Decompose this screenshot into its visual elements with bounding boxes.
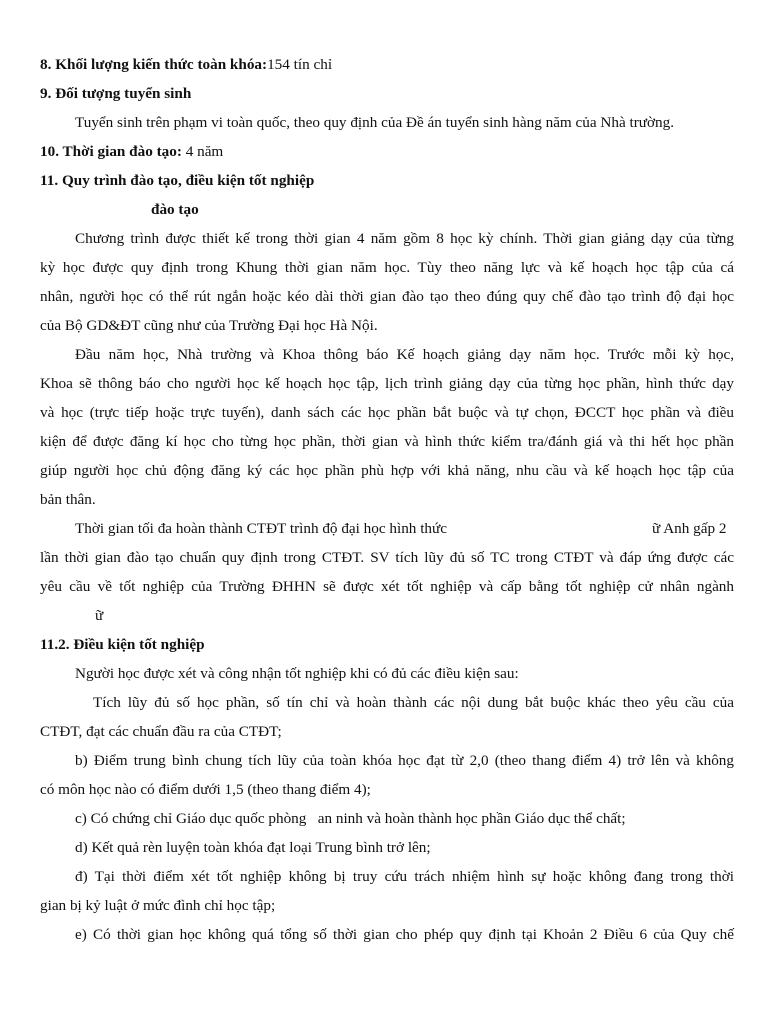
paragraph-text: lần thời gian đào tạo chuẩn quy định trong CTĐT. SV tích lũy đủ số TC trong CTĐT và đáp ứng được các [40,549,734,566]
paragraph-line [40,398,734,427]
list-item-dd-continued [40,891,734,920]
list-item-text: c) Có chứng chỉ Giáo dục quốc phòng an ninh và hoàn thành học phần Giáo dục thể chất; [75,810,626,827]
paragraph-text: của Bộ GD&ĐT cũng như của Trường Đại học Hà Nội. [40,317,378,334]
list-item-a [93,688,734,717]
list-item-text: Tích lũy đủ số học phần, số tín chỉ và hoàn thành các nội dung bắt buộc khác theo yêu cầu của [93,694,734,711]
paragraph-line [40,572,734,601]
list-item-text: d) Kết quả rèn luyện toàn khóa đạt loại Trung bình trở lên; [75,839,431,856]
paragraph-text: Chương trình được thiết kế trong thời gian 4 năm gồm 8 học kỳ chính. Thời gian giảng dạy của từng [75,230,734,247]
list-item-text: gian bị kỷ luật ở mức đình chỉ học tập; [40,897,276,914]
section-11-2-label: 11.2. Điều kiện tốt nghiệp [40,636,205,653]
paragraph-text: Đầu năm học, Nhà trường và Khoa thông báo Kế hoạch giảng dạy năm học. Trước mỗi kỳ học, [75,346,734,363]
list-item-dd [75,862,734,891]
section-11-heading [0,166,768,195]
paragraph-text: kiện để được đăng kí học cho từng học phần, thời gian và hình thức kiểm tra/đánh giá và thi hết học phần [40,433,734,450]
section-11-subheading [0,195,768,224]
paragraph-line [40,543,734,572]
paragraph-text: kỳ học được quy định trong Khung thời gian năm học. Tùy theo năng lực và kế hoạch học tập của cá [40,259,734,276]
section-11-label: 11. Quy trình đào tạo, điều kiện tốt nghiệp [40,172,315,189]
paragraph-line [40,311,734,340]
paragraph-text: Tuyển sinh trên phạm vi toàn quốc, theo quy định của Đề án tuyển sinh hàng năm của Nhà trường. [75,114,675,131]
list-item-text: có môn học nào có điểm dưới 1,5 (theo thang điểm 4); [40,781,371,798]
paragraph-line [40,485,734,514]
list-item-d [75,833,734,862]
list-item-text: e) Có thời gian học không quá tổng số thời gian cho phép quy định tại Khoản 2 Điều 6 của Quy chế [75,926,734,943]
list-item-b-continued [40,775,734,804]
list-item-a-continued [40,717,734,746]
paragraph-text: ữ [95,607,104,624]
paragraph-line [40,456,734,485]
section-8-heading [0,50,768,79]
section-10-value: 4 năm [181,143,224,160]
list-item-text: b) Điểm trung bình chung tích lũy của toàn khóa học đạt từ 2,0 (theo thang điểm 4) trở lên và không [75,752,734,769]
section-9-heading [0,79,768,108]
section-8-label: 8. Khối lượng kiến thức toàn khóa: [40,56,268,73]
paragraph-text-right: ữ Anh gấp 2 [652,520,727,537]
section-11-sublabel: đào tạo [151,201,199,218]
paragraph-text: nhân, người học có thể rút ngắn hoặc kéo dài thời gian đào tạo theo đúng quy chế đào tạo trình độ đại học [40,288,734,305]
list-item-c [75,804,734,833]
list-item-e [75,920,734,949]
paragraph-line [40,282,734,311]
section-9-label: 9. Đối tượng tuyển sinh [40,85,192,102]
paragraph-line [75,340,734,369]
paragraph-line [0,601,768,630]
paragraph-text: Thời gian tối đa hoàn thành CTĐT trình độ đại học hình thức [75,520,447,537]
paragraph-line [40,369,734,398]
paragraph-text: và học (trực tiếp hoặc trực tuyến), danh sách các học phần bắt buộc và tự chọn, ĐCCT học phần và điều [40,404,734,421]
list-item-b [75,746,734,775]
paragraph-line [75,224,734,253]
section-10-heading [0,137,768,166]
paragraph-line [40,253,734,282]
list-item-text: đ) Tại thời điểm xét tốt nghiệp không bị truy cứu trách nhiệm hình sự hoặc không đang trong thời [75,868,734,885]
paragraph-line [0,514,768,543]
paragraph-line [0,108,768,137]
paragraph-line [40,427,734,456]
paragraph-text: giúp người học chủ động đăng ký các học phần phù hợp với khả năng, nhu cầu và kế hoạch học tập của [40,462,734,479]
paragraph-text: Khoa sẽ thông báo cho người học kế hoạch học tập, lịch trình giảng dạy của từng học phần, hình thức dạy [40,375,734,392]
paragraph-text: bản thân. [40,491,96,508]
paragraph-text: yêu cầu về tốt nghiệp của Trường ĐHHN sẽ được xét tốt nghiệp và cấp bằng tốt nghiệp cử nhân ngành [40,578,734,595]
section-10-label: 10. Thời gian đào tạo: [40,143,182,160]
paragraph-line [0,659,768,688]
section-8-value: 154 tín chỉ [267,56,333,73]
section-11-2-heading [0,630,768,659]
paragraph-text: Người học được xét và công nhận tốt nghiệp khi có đủ các điều kiện sau: [75,665,519,682]
list-item-text: CTĐT, đạt các chuẩn đầu ra của CTĐT; [40,723,282,740]
